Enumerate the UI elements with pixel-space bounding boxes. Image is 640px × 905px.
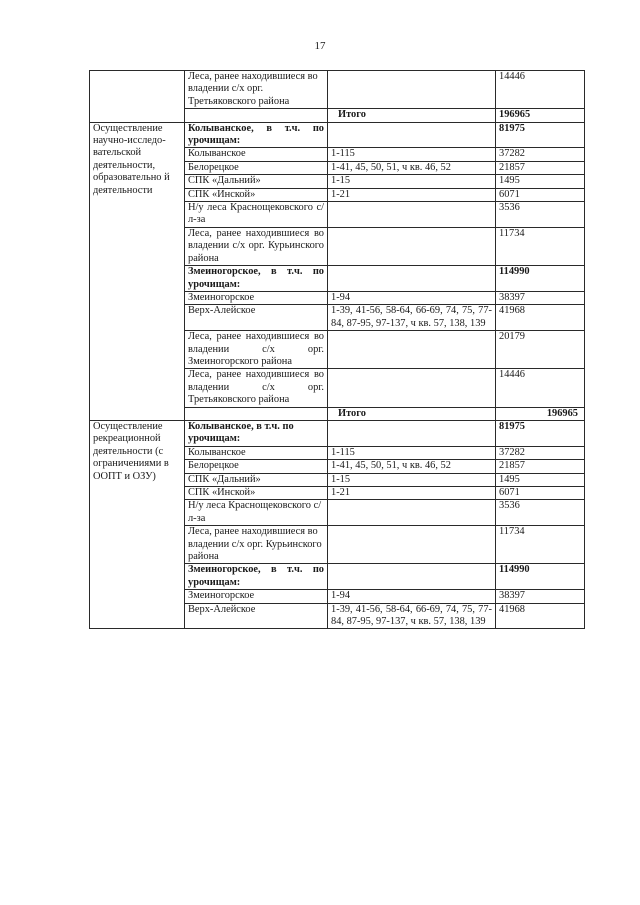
forest-areas-table — [89, 70, 585, 629]
forestry-name-cell: Колыванское — [185, 446, 328, 459]
area-cell: 81975 — [496, 122, 585, 148]
area-cell: 1495 — [496, 473, 585, 486]
quarters-cell — [328, 331, 496, 369]
area-cell: 37282 — [496, 148, 585, 161]
area-cell: 3536 — [496, 500, 585, 526]
quarters-cell: 1-94 — [328, 291, 496, 304]
forestry-name-cell: СПК «Инской» — [185, 487, 328, 500]
forestry-name-cell: СПК «Дальний» — [185, 175, 328, 188]
table-row — [90, 71, 585, 109]
total-value: 196965 — [496, 407, 585, 420]
quarters-cell: 1-15 — [328, 473, 496, 486]
area-cell: 11734 — [496, 227, 585, 265]
area-cell: 37282 — [496, 446, 585, 459]
quarters-cell — [328, 202, 496, 228]
activity-type-cell — [90, 71, 185, 123]
area-cell: 14446 — [496, 71, 585, 109]
area-cell: 14446 — [496, 369, 585, 407]
forestry-name-cell: Леса, ранее находившиеся во владении с/х орг. Курьинского района — [185, 526, 328, 564]
total-empty-cell — [185, 407, 328, 420]
forestry-name-cell: СПК «Дальний» — [185, 473, 328, 486]
quarters-cell: 1-115 — [328, 148, 496, 161]
area-cell: 3536 — [496, 202, 585, 228]
forest-areas-table-body — [90, 71, 585, 629]
quarters-cell: 1-21 — [328, 487, 496, 500]
forestry-name-cell: Леса, ранее находившиеся во владении с/х орг. Третьяковского района — [185, 369, 328, 407]
quarters-cell: 1-115 — [328, 446, 496, 459]
total-label: Итого — [328, 109, 496, 122]
activity-type-cell: Осуществление рекреационной деятельности (с ограничениями в ООПТ и ОЗУ) — [90, 420, 185, 629]
area-cell: 20179 — [496, 331, 585, 369]
forestry-name-cell: Змеиногорское, в т.ч. по урочищам: — [185, 564, 328, 590]
forestry-name-cell: Белорецкое — [185, 161, 328, 174]
total-value: 196965 — [496, 109, 585, 122]
forestry-name-cell: Леса, ранее находившиеся во владении с/х орг. Змеиногорского района — [185, 331, 328, 369]
forestry-name-cell: Белорецкое — [185, 460, 328, 473]
forestry-name-cell: Змеиногорское — [185, 291, 328, 304]
quarters-cell: 1-39, 41-56, 58-64, 66-69, 74, 75, 77-84, 87-95, 97-137, ч кв. 57, 138, 139 — [328, 305, 496, 331]
quarters-cell — [328, 420, 496, 446]
area-cell: 38397 — [496, 590, 585, 603]
forestry-name-cell: СПК «Инской» — [185, 188, 328, 201]
area-cell: 1495 — [496, 175, 585, 188]
forestry-name-cell: Колыванское, в т.ч. по урочищам: — [185, 122, 328, 148]
quarters-cell — [328, 526, 496, 564]
area-cell: 21857 — [496, 161, 585, 174]
area-cell: 38397 — [496, 291, 585, 304]
quarters-cell — [328, 564, 496, 590]
forestry-name-cell: Змеиногорское — [185, 590, 328, 603]
activity-type-cell: Осуществление научно-исследо-вательской деятельности, образовательно й деятельности — [90, 122, 185, 420]
forestry-name-cell: Н/у леса Краснощековского с/л-за — [185, 500, 328, 526]
area-cell: 114990 — [496, 266, 585, 292]
quarters-cell: 1-39, 41-56, 58-64, 66-69, 74, 75, 77-84, 87-95, 97-137, ч кв. 57, 138, 139 — [328, 603, 496, 629]
total-empty-cell — [185, 109, 328, 122]
area-cell: 11734 — [496, 526, 585, 564]
area-cell: 6071 — [496, 487, 585, 500]
area-cell: 41968 — [496, 305, 585, 331]
quarters-cell — [328, 500, 496, 526]
quarters-cell: 1-15 — [328, 175, 496, 188]
area-cell: 41968 — [496, 603, 585, 629]
quarters-cell — [328, 369, 496, 407]
forestry-name-cell: Леса, ранее находившиеся во владении с/х орг. Третьяковского района — [185, 71, 328, 109]
forestry-name-cell: Колыванское, в т.ч. по урочищам: — [185, 420, 328, 446]
quarters-cell: 1-21 — [328, 188, 496, 201]
quarters-cell: 1-94 — [328, 590, 496, 603]
quarters-cell — [328, 122, 496, 148]
table-row — [90, 122, 585, 148]
forestry-name-cell: Верх-Алейское — [185, 305, 328, 331]
area-cell: 21857 — [496, 460, 585, 473]
area-cell: 6071 — [496, 188, 585, 201]
table-row — [90, 420, 585, 446]
quarters-cell — [328, 266, 496, 292]
forestry-name-cell: Леса, ранее находившиеся во владении с/х орг. Курьинского района — [185, 227, 328, 265]
forestry-name-cell: Змеиногорское, в т.ч. по урочищам: — [185, 266, 328, 292]
area-cell: 81975 — [496, 420, 585, 446]
total-label: Итого — [328, 407, 496, 420]
quarters-cell — [328, 71, 496, 109]
quarters-cell: 1-41, 45, 50, 51, ч кв. 46, 52 — [328, 460, 496, 473]
page-number: 17 — [314, 40, 326, 52]
quarters-cell: 1-41, 45, 50, 51, ч кв. 46, 52 — [328, 161, 496, 174]
area-cell: 114990 — [496, 564, 585, 590]
forestry-name-cell: Н/у леса Краснощековского с/л-за — [185, 202, 328, 228]
forestry-name-cell: Колыванское — [185, 148, 328, 161]
quarters-cell — [328, 227, 496, 265]
forestry-name-cell: Верх-Алейское — [185, 603, 328, 629]
